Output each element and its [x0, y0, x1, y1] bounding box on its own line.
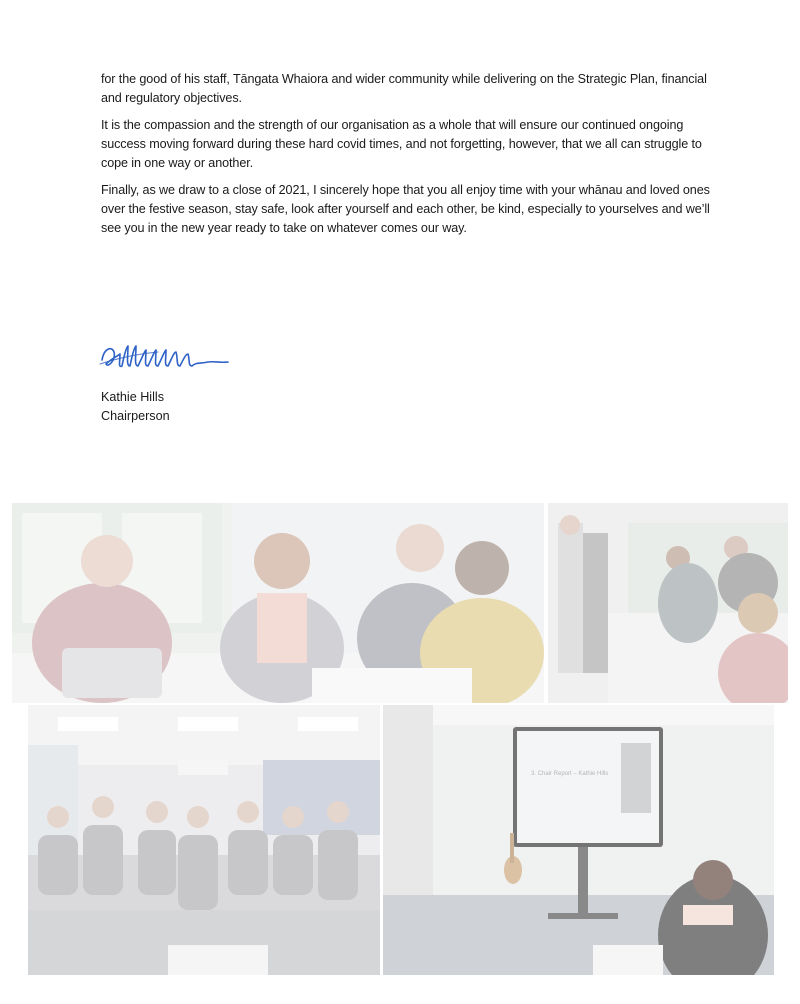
paragraph-2: It is the compassion and the strength of our organisation as a whole that will ensure our continued ongoing success moving forward during these hard covid times, and not forgetting, however, that we all can struggle to cope in one way or another.: [101, 118, 702, 170]
photo-group-work: [548, 503, 788, 703]
photo-screen-room: [383, 705, 774, 975]
photo-group-seated: [28, 705, 380, 975]
signer-title: Chairperson: [101, 409, 170, 423]
photo-meeting-table: [12, 503, 544, 703]
handwritten-signature: [98, 338, 238, 378]
paragraph-1: for the good of his staff, Tāngata Whaiora and wider community while delivering on the Strategic Plan, financial and regulatory objectives.: [101, 72, 707, 105]
paragraph-3: Finally, as we draw to a close of 2021, I sincerely hope that you all enjoy time with your whānau and loved ones over the festive season, stay safe, look after yourself and each other, be kind, especially to yourselves and we’ll see you in the new year ready to take on whatever comes our way.: [101, 183, 710, 235]
signer-name: Kathie Hills: [101, 390, 164, 404]
signer-block: [101, 388, 170, 426]
letter-body: [101, 70, 721, 246]
screen-slide-title: 3. Chair Report – Kathie Hills: [531, 771, 609, 777]
